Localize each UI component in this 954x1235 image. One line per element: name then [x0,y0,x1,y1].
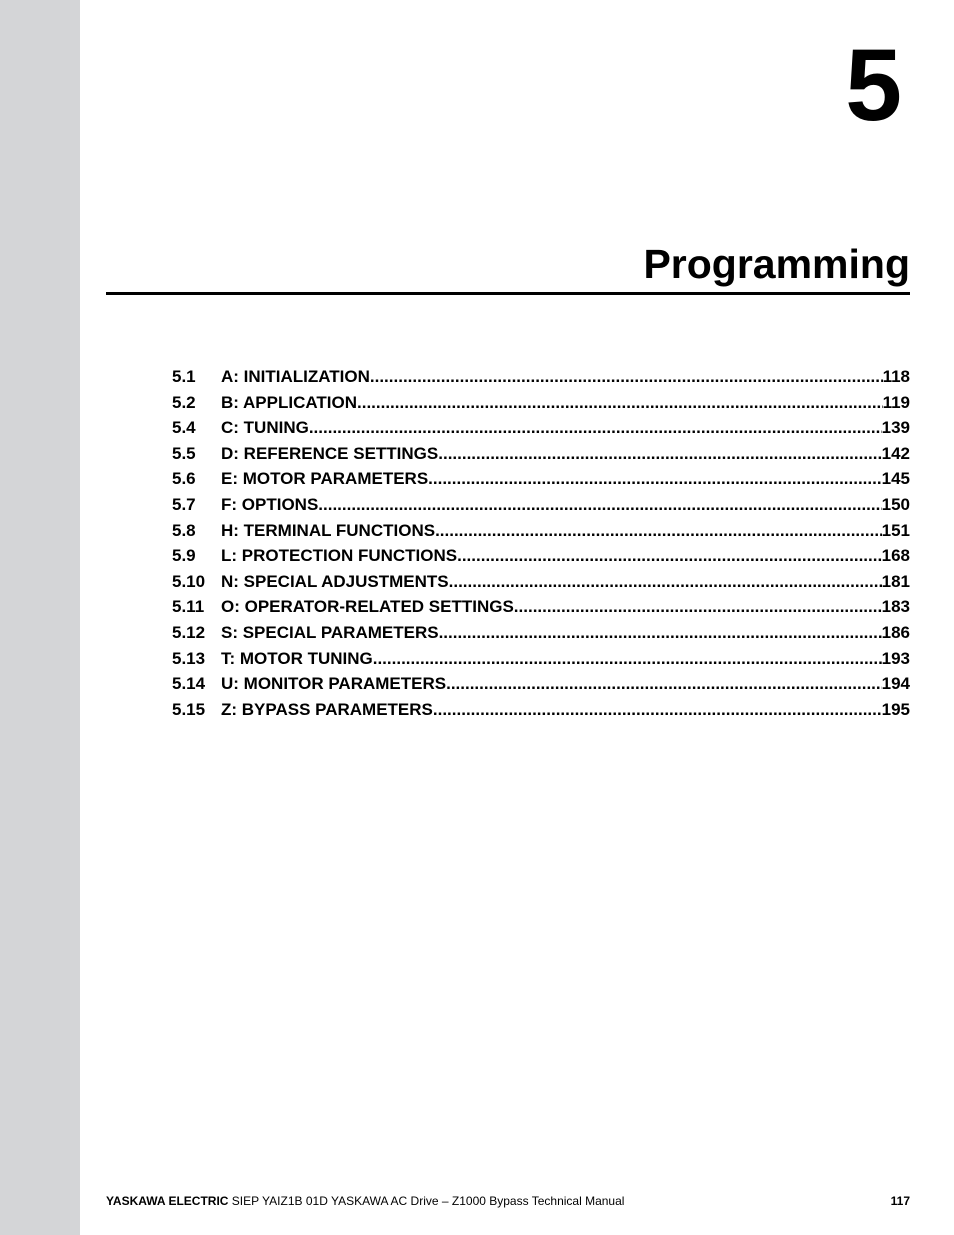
toc-section-number: 5.10 [172,571,206,591]
table-of-contents [172,364,910,722]
toc-section-number: 5.5 [172,443,196,463]
toc-section-title: A: INITIALIZATION [221,367,370,386]
chapter-number: 5 [845,28,902,142]
toc-dot-leader [439,620,882,646]
toc-section-number: 5.9 [172,546,196,566]
toc-dot-leader [309,415,882,441]
toc-page-number: 119 [882,392,910,412]
toc-section-number: 5.7 [172,494,196,514]
toc-section-number: 5.13 [172,648,206,668]
toc-section-title: C: TUNING [221,418,309,438]
toc-dot-leader [457,543,882,569]
toc-page-number: 139 [881,418,910,438]
toc-entry[interactable] [172,441,910,467]
toc-dot-leader [446,671,882,697]
toc-page-number: 183 [881,597,910,617]
toc-section-number: 5.2 [172,392,196,412]
toc-section-title: D: REFERENCE SETTINGS [221,443,439,463]
toc-entry[interactable] [172,620,910,646]
toc-section-title: L: PROTECTION FUNCTIONS [221,546,458,566]
toc-section-number: 5.15 [172,699,206,719]
toc-section-number: 5.6 [172,469,196,489]
toc-entry[interactable] [172,671,910,697]
toc-entry[interactable] [172,390,910,416]
toc-entry[interactable] [172,415,910,441]
toc-entry[interactable] [172,492,910,518]
footer-brand: YASKAWA ELECTRIC [106,1194,229,1208]
toc-dot-leader [373,646,882,672]
toc-section-title: E: MOTOR PARAMETERS [221,469,429,489]
toc-page-number: 195 [881,699,910,719]
toc-entry[interactable] [172,518,910,544]
toc-dot-leader [357,390,883,416]
footer-page-number: 117 [890,1194,910,1208]
toc-page-number: 150 [881,494,910,514]
toc-page-number: 142 [881,443,910,463]
footer-doc-info [106,1194,624,1208]
toc-section-number: 5.8 [172,520,196,540]
toc-section-number: 5.14 [172,674,206,694]
toc-entry[interactable] [172,646,910,672]
toc-section-title: H: TERMINAL FUNCTIONS [221,520,436,540]
toc-section-title: S: SPECIAL PARAMETERS [221,622,439,642]
toc-section-title: Z: BYPASS PARAMETERS [221,699,433,719]
toc-page-number: 194 [881,674,910,694]
toc-section-number: 5.12 [172,622,206,642]
toc-section-title: B: APPLICATION [221,392,357,412]
toc-entry[interactable] [172,569,910,595]
toc-section-number: 5.4 [172,418,196,438]
toc-page-number: 168 [881,546,910,566]
toc-page-number: 193 [881,648,910,668]
toc-dot-leader [514,594,882,620]
title-rule [106,292,910,295]
side-band [0,0,80,1235]
toc-page-number: 151 [881,520,910,540]
footer-document-title: SIEP YAIZ1B 01D YASKAWA AC Drive – Z1000 Bypass Technical Manual [228,1194,625,1208]
toc-entry[interactable] [172,466,910,492]
toc-dot-leader [370,364,883,390]
toc-dot-leader [449,569,882,595]
toc-page-number: 181 [881,571,910,591]
toc-dot-leader [435,518,882,544]
toc-entry[interactable] [172,594,910,620]
toc-page-number: 118 [882,367,910,386]
toc-dot-leader [438,441,881,467]
toc-dot-leader [318,492,881,518]
toc-page-number: 186 [881,622,910,642]
toc-section-title: T: MOTOR TUNING [221,648,373,668]
chapter-title: Programming [643,241,910,287]
toc-entry[interactable] [172,697,910,723]
toc-entry[interactable] [172,364,910,390]
toc-dot-leader [433,697,882,723]
toc-section-title: O: OPERATOR-RELATED SETTINGS [221,597,514,617]
toc-entry[interactable] [172,543,910,569]
toc-section-number: 5.11 [172,597,205,617]
toc-section-title: U: MONITOR PARAMETERS [221,674,447,694]
toc-dot-leader [428,466,881,492]
toc-section-title: F: OPTIONS [221,494,319,514]
toc-page-number: 145 [881,469,910,489]
toc-section-title: N: SPECIAL ADJUSTMENTS [221,571,449,591]
toc-section-number: 5.1 [172,367,196,386]
page-footer [106,1194,910,1208]
